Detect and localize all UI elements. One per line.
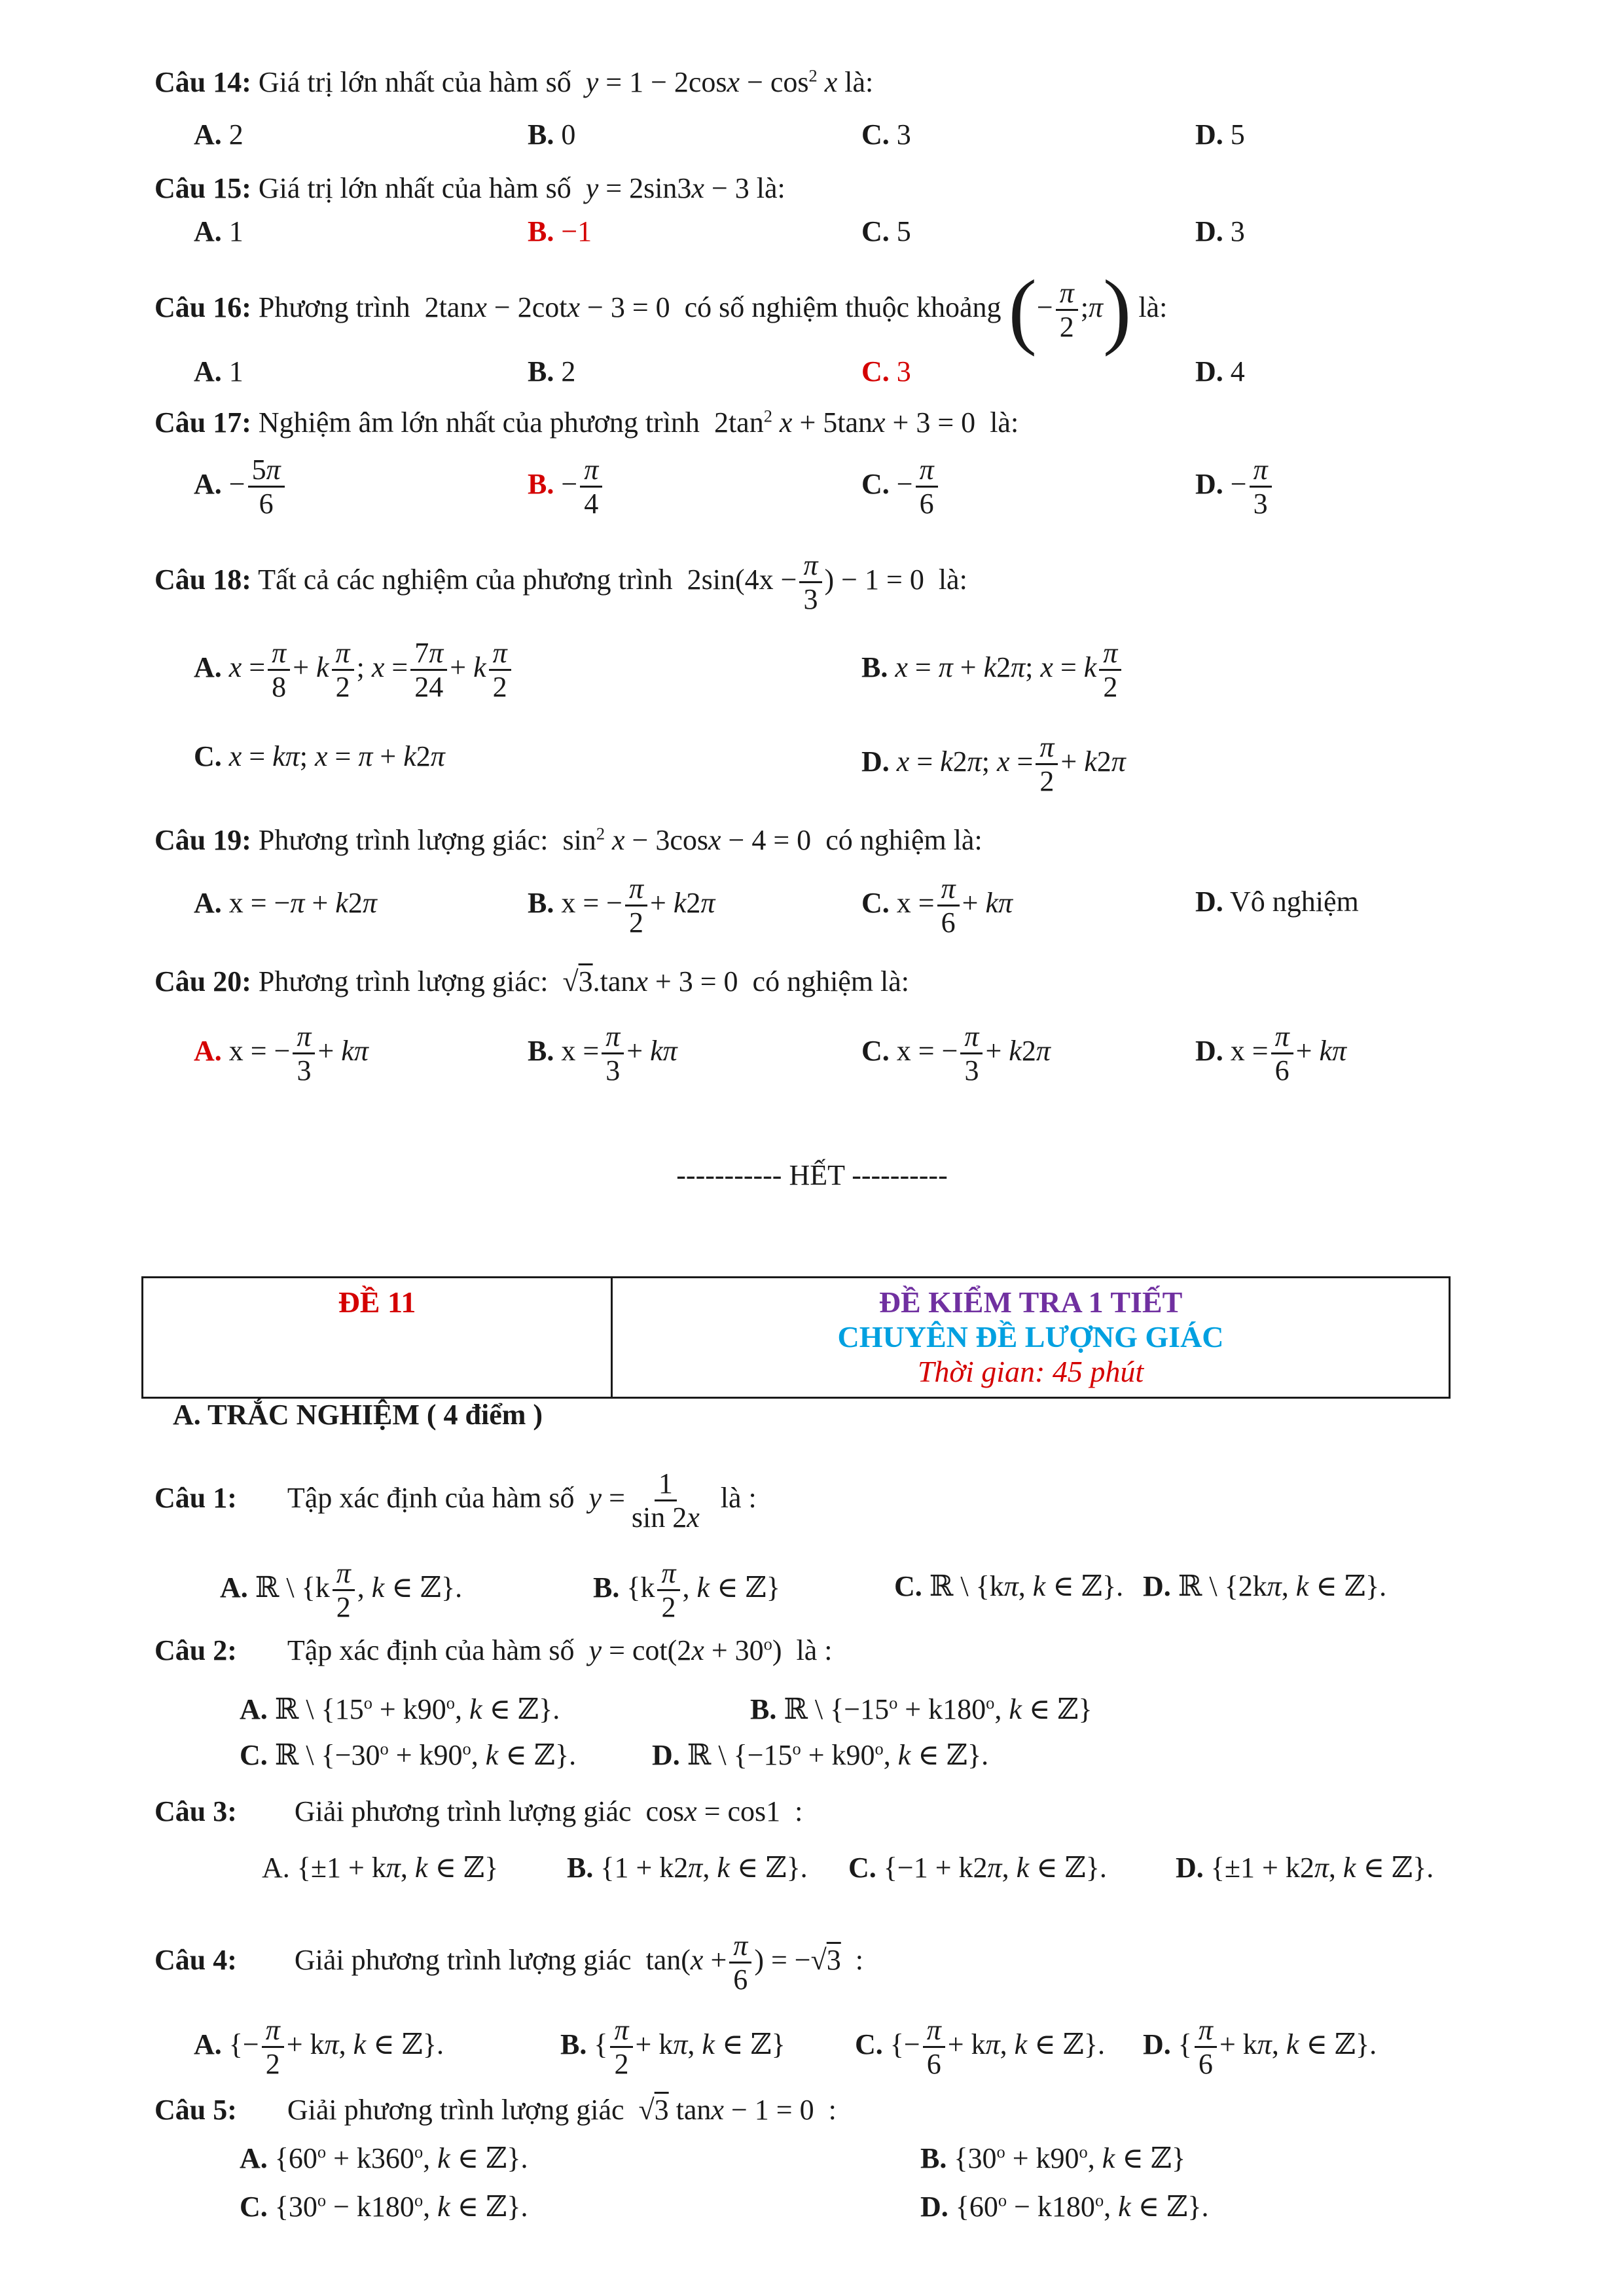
q20-option-d[interactable]: D. x = $\frac{\pi}{6}$ + kπ [1195,1020,1347,1087]
q16-option-c[interactable]: C. 3 [861,355,911,387]
c3-option-a[interactable]: A. {±1 + kπ, k ∈ ℤ} [262,1852,499,1884]
section-title: A. TRẮC NGHIỆM ( 4 điểm ) [173,1399,543,1431]
q16-option-a[interactable]: A. 1 [194,355,244,387]
question-20: Câu 20: Phương trình lượng giác: √3.tanx + 3 = 0 có nghiệm là: [154,965,910,997]
exam-question-1: Câu 1: Tập xác định của hàm số y = $\frac{1}{\sin 2x}$ là : [154,1467,757,1534]
question-15: Câu 15: Giá trị lớn nhất của hàm số y = 2sin3x − 3 là: [154,172,785,204]
q15-option-c[interactable]: C. 5 [861,215,911,247]
exam-question-4: Câu 4: Giải phương trình lượng giác tan(x + $\frac{\pi}{6}$ ) = −√3 : [154,1929,863,1996]
c5-option-c[interactable]: C. {$30^o - k180^o$, k ∈ ℤ}. [240,2190,528,2223]
c1-option-d[interactable]: D. ℝ \ {2kπ, k ∈ ℤ}. [1143,1570,1387,1602]
question-16: Câu 16: Phương trình 2tanx − 2cotx − 3 = 0 có số nghiệm thuộc khoảng (− $\frac{\pi}{2}$ ;π) là: [154,262,1168,357]
exam-title-cell [612,1278,1450,1398]
q14-option-d[interactable]: D. 5 [1195,118,1245,151]
q15-option-d[interactable]: D. 3 [1195,215,1245,247]
q17-option-a[interactable]: A. − $\frac{5\pi}{6}$ [194,445,287,524]
c1-option-c[interactable]: C. ℝ \ {kπ, k ∈ ℤ}. [894,1570,1124,1602]
question-18: Câu 18: Tất cả các nghiệm của phương trình 2sin(4x − $\frac{\pi}{3}$ ) − 1 = 0 là: [154,549,967,616]
c4-option-a[interactable]: A. {− $\frac{\pi}{2}$ + kπ, k ∈ ℤ}. [194,2014,444,2081]
question-19: Câu 19: Phương trình lượng giác: $\sin^2 x - 3\cos x - 4 = 0$ có nghiệm là: [154,823,983,856]
q18-option-c[interactable]: C. x = kπ; x = π + k2π [194,740,445,772]
c2-option-a[interactable]: A. ℝ \ {$15^o + k90^o$, k ∈ ℤ}. [240,1693,560,1725]
c5-option-a[interactable]: A. {$60^o + k360^o$, k ∈ ℤ}. [240,2142,528,2174]
c3-option-c[interactable]: C. {−1 + k2π, k ∈ ℤ}. [848,1852,1107,1884]
c4-option-d[interactable]: D. { $\frac{\pi}{6}$ + kπ, k ∈ ℤ}. [1143,2014,1377,2081]
exam-number-cell [143,1278,612,1398]
q20-option-b[interactable]: B. x = $\frac{\pi}{3}$ + kπ [528,1020,677,1087]
c5-option-b[interactable]: B. {$30^o + k90^o$, k ∈ ℤ} [920,2142,1186,2174]
q14-option-a[interactable]: A. 2 [194,118,244,151]
q14-option-c[interactable]: C. 3 [861,118,911,151]
exam-title: ĐỀ KIỂM TRA 1 TIẾT [878,1285,1183,1319]
exam-question-2: Câu 2: Tập xác định của hàm số $y = \cot(2x + 30^o)$ là : [154,1634,833,1666]
exam-question-3: Câu 3: Giải phương trình lượng giác cosx = cos1 : [154,1795,803,1827]
q14-option-b[interactable]: B. 0 [528,118,576,151]
q19-option-a[interactable]: A. x = −π + k2π [194,887,377,919]
q20-option-c[interactable]: C. x = − $\frac{\pi}{3}$ + k2π [861,1020,1051,1087]
c2-option-c[interactable]: C. ℝ \ {$-30^o + k90^o$, k ∈ ℤ}. [240,1738,577,1771]
c1-option-b[interactable]: B. {k $\frac{\pi}{2}$ , k ∈ ℤ} [593,1557,780,1624]
q19-option-d[interactable]: D. Vô nghiệm [1195,886,1359,918]
c5-option-d[interactable]: D. {$60^o - k180^o$, k ∈ ℤ}. [920,2190,1209,2223]
c2-option-b[interactable]: B. ℝ \ {$-15^o + k180^o$, k ∈ ℤ} [750,1693,1092,1725]
q17-option-c[interactable]: C. − $\frac{\pi}{6}$ [861,445,941,524]
exam-number: ĐỀ 11 [338,1285,416,1319]
question-14: Câu 14: Giá trị lớn nhất của hàm số $y = 1 - 2\cos x - \cos^2 x$ là: [154,65,874,98]
c3-option-d[interactable]: D. {±1 + k2π, k ∈ ℤ}. [1176,1852,1434,1884]
c2-option-d[interactable]: D. ℝ \ {$-15^o + k90^o$, k ∈ ℤ}. [652,1738,989,1771]
q18-option-b[interactable]: B. x = π + k2π; x = k $\frac{\pi}{2}$ [861,628,1124,707]
c4-option-b[interactable]: B. { $\frac{\pi}{2}$ + kπ, k ∈ ℤ} [560,2014,785,2081]
c3-option-b[interactable]: B. {1 + k2π, k ∈ ℤ}. [567,1852,808,1884]
q16-option-b[interactable]: B. 2 [528,355,576,387]
exam-time: Thời gian: 45 phút [917,1355,1144,1388]
q15-option-a[interactable]: A. 1 [194,215,244,247]
c1-option-a[interactable]: A. ℝ \ {k $\frac{\pi}{2}$ , k ∈ ℤ}. [220,1557,463,1624]
exam-subject: CHUYÊN ĐỀ LƯỢNG GIÁC [837,1320,1224,1354]
q18-option-a[interactable]: A. x = $\frac{\pi}{8}$ + k $\frac{\pi}{2}$ ; x = $\frac{7\pi}{24}$ + k $\frac{\pi}{2}$ [194,628,514,707]
q20-option-a[interactable]: A. x = − $\frac{\pi}{3}$ + kπ [194,1020,369,1087]
exam-question-5: Câu 5: Giải phương trình lượng giác √3 tanx − 1 = 0 : [154,2094,837,2126]
q16-option-d[interactable]: D. 4 [1195,355,1245,387]
exam-header-table [141,1276,1451,1399]
end-marker: ----------- HẾT ---------- [676,1159,948,1191]
c4-option-c[interactable]: C. {− $\frac{\pi}{6}$ + kπ, k ∈ ℤ}. [855,2014,1105,2081]
q19-option-c[interactable]: C. x = $\frac{\pi}{6}$ + kπ [861,872,1013,939]
q17-option-b[interactable]: B. − $\frac{\pi}{4}$ [528,445,605,524]
question-17: Câu 17: Nghiệm âm lớn nhất của phương trình $2\tan^2$ x + 5tanx + 3 = 0 là: [154,406,1019,439]
q15-option-b[interactable]: B. −1 [528,215,592,247]
q19-option-b[interactable]: B. x = − $\frac{\pi}{2}$ + k2π [528,872,715,939]
q17-option-d[interactable]: D. − $\frac{\pi}{3}$ [1195,445,1274,524]
q18-option-d[interactable]: D. x = k2π; x = $\frac{\pi}{2}$ + k2π [861,731,1126,798]
